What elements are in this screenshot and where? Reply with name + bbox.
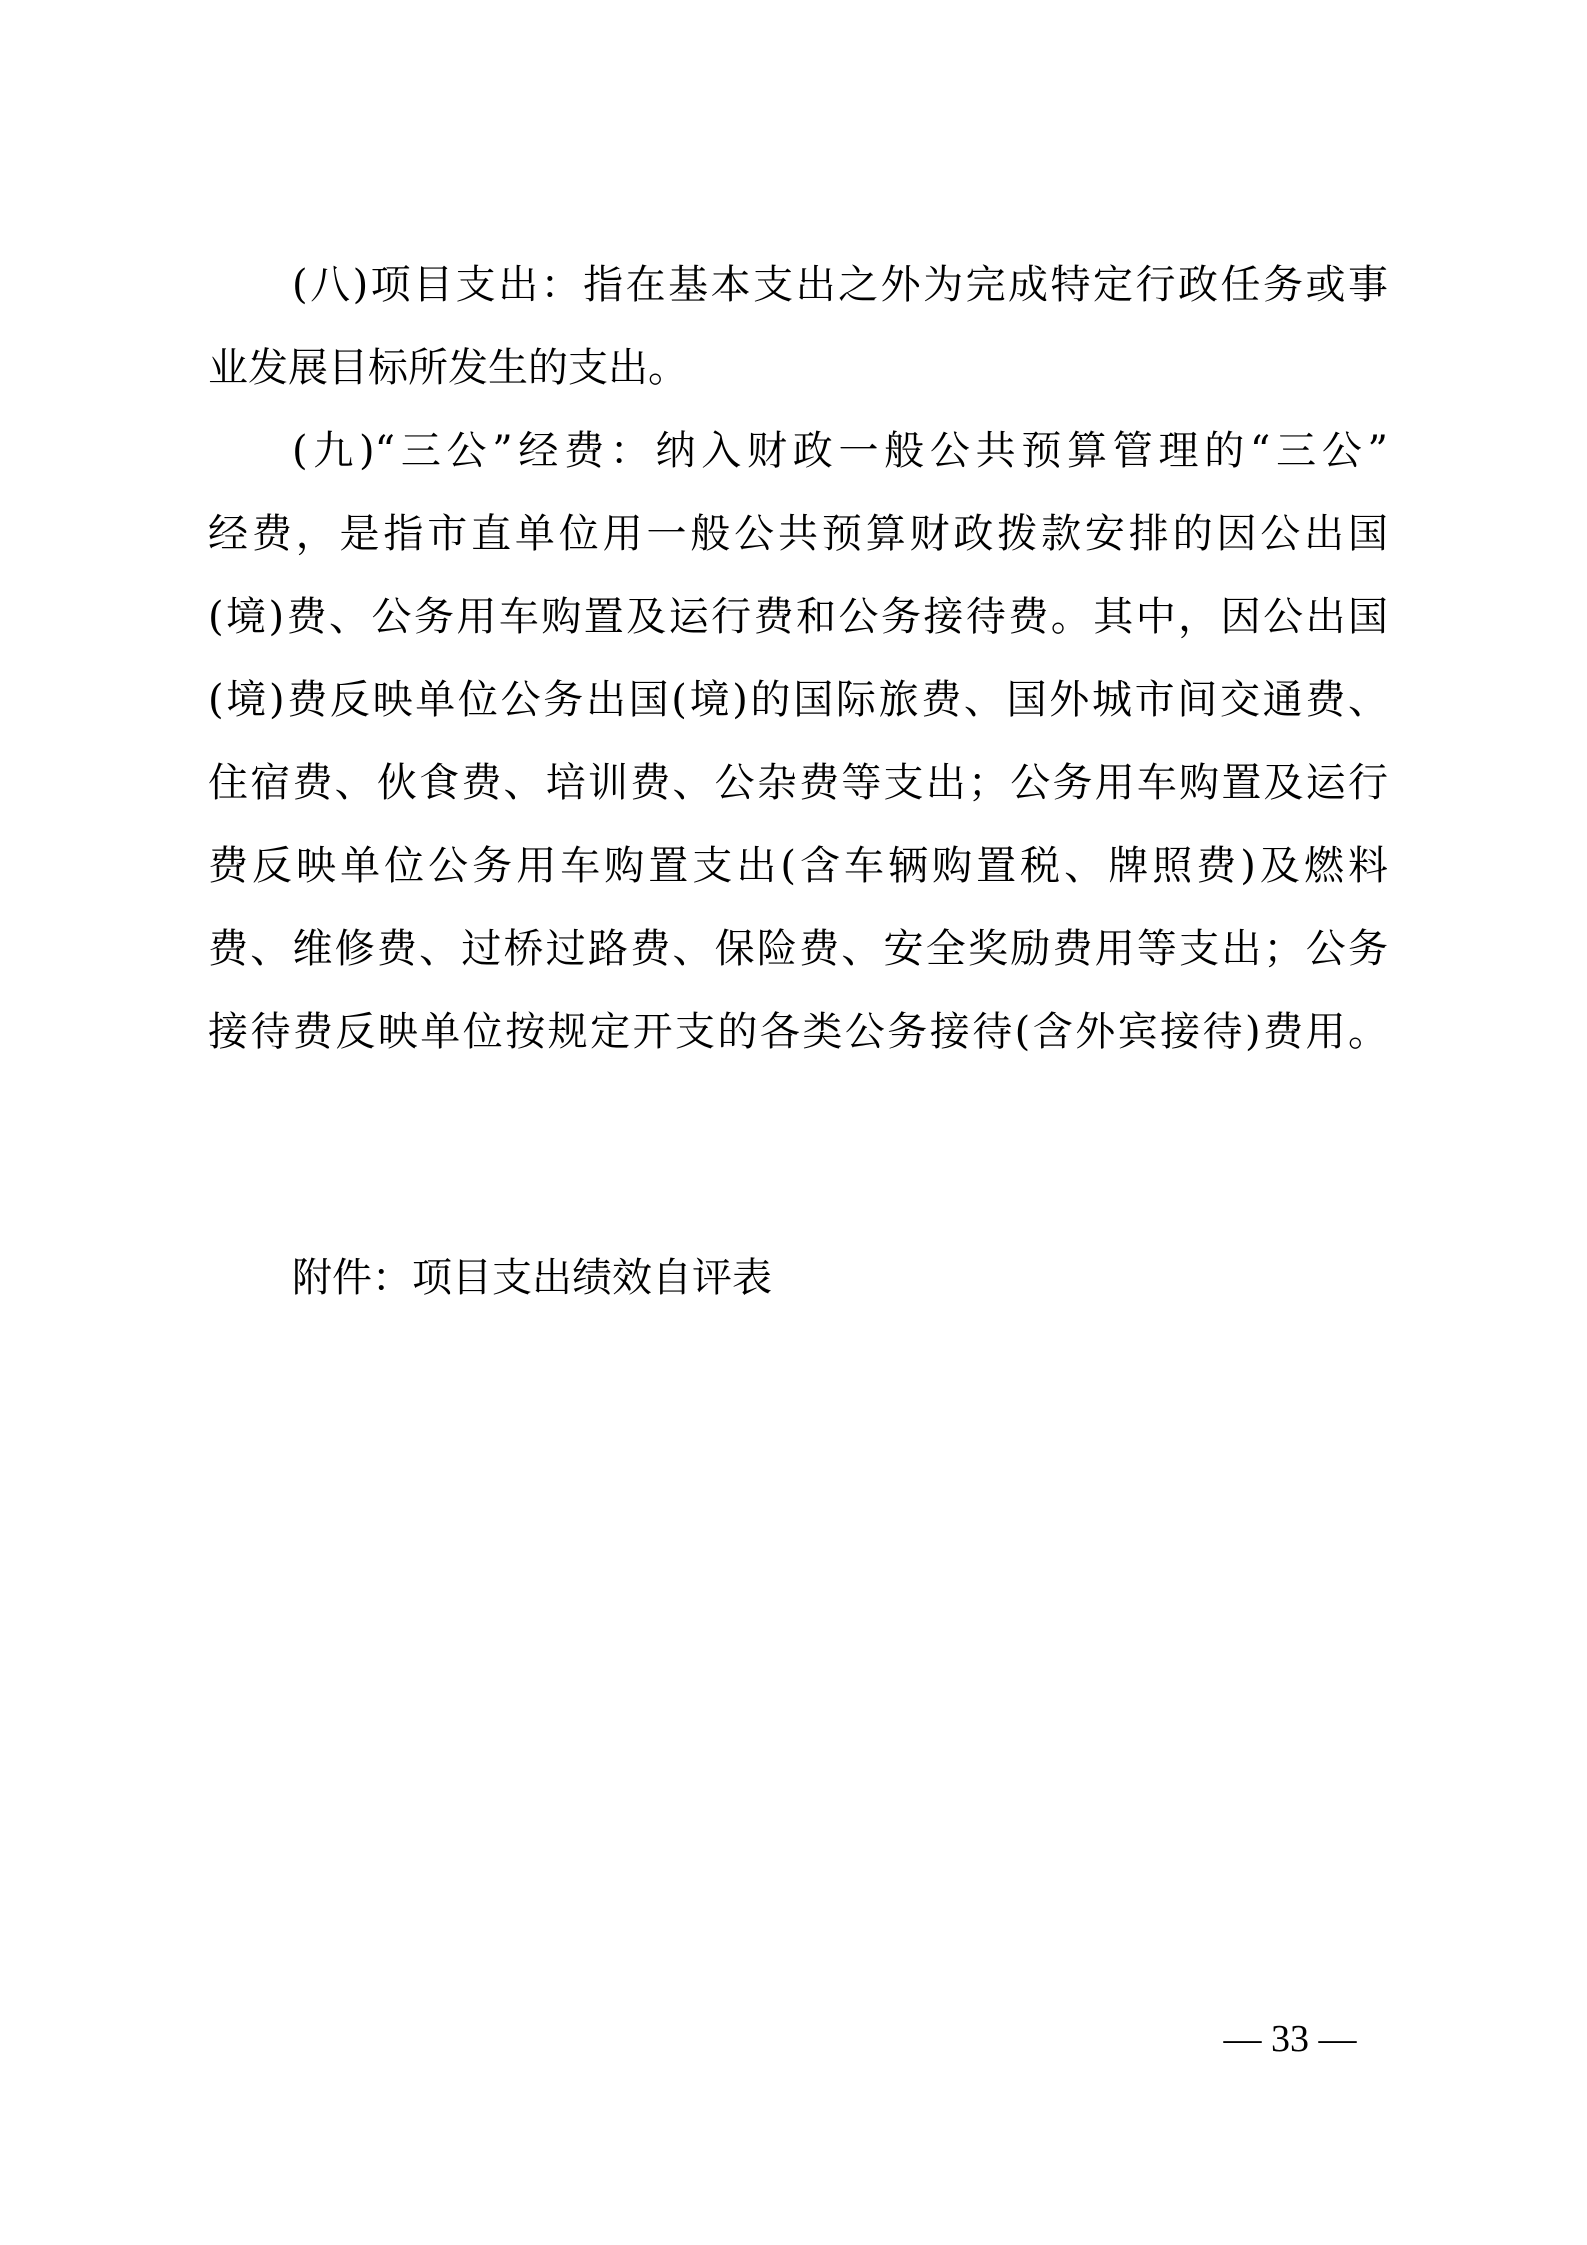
paragraph-9-line-5: 住宿费、伙食费、培训费、公杂费等支出；公务用车购置及运行	[208, 760, 1388, 806]
paragraph-9-line-3: (境)费、公务用车购置及运行费和公务接待费。其中，因公出国	[208, 594, 1388, 640]
paragraph-9-line-1: (九)“三公”经费：纳入财政一般公共预算管理的“三公”	[292, 428, 1388, 474]
attachment-note: 附件：项目支出绩效自评表	[292, 1255, 772, 1301]
paragraph-9-line-8: 接待费反映单位按规定开支的各类公务接待(含外宾接待)费用。	[208, 1009, 1388, 1055]
paragraph-9-line-2: 经费，是指市直单位用一般公共预算财政拨款安排的因公出国	[208, 511, 1388, 557]
paragraph-9-line-7: 费、维修费、过桥过路费、保险费、安全奖励费用等支出；公务	[208, 926, 1388, 972]
paragraph-8-line-1: (八)项目支出：指在基本支出之外为完成特定行政任务或事	[292, 262, 1388, 308]
paragraph-9-line-6: 费反映单位公务用车购置支出(含车辆购置税、牌照费)及燃料	[208, 843, 1388, 889]
page-number: — 33 —	[1223, 2018, 1357, 2060]
paragraph-9-line-4: (境)费反映单位公务出国(境)的国际旅费、国外城市间交通费、	[208, 677, 1388, 723]
paragraph-8-line-2: 业发展目标所发生的支出。	[208, 345, 688, 391]
